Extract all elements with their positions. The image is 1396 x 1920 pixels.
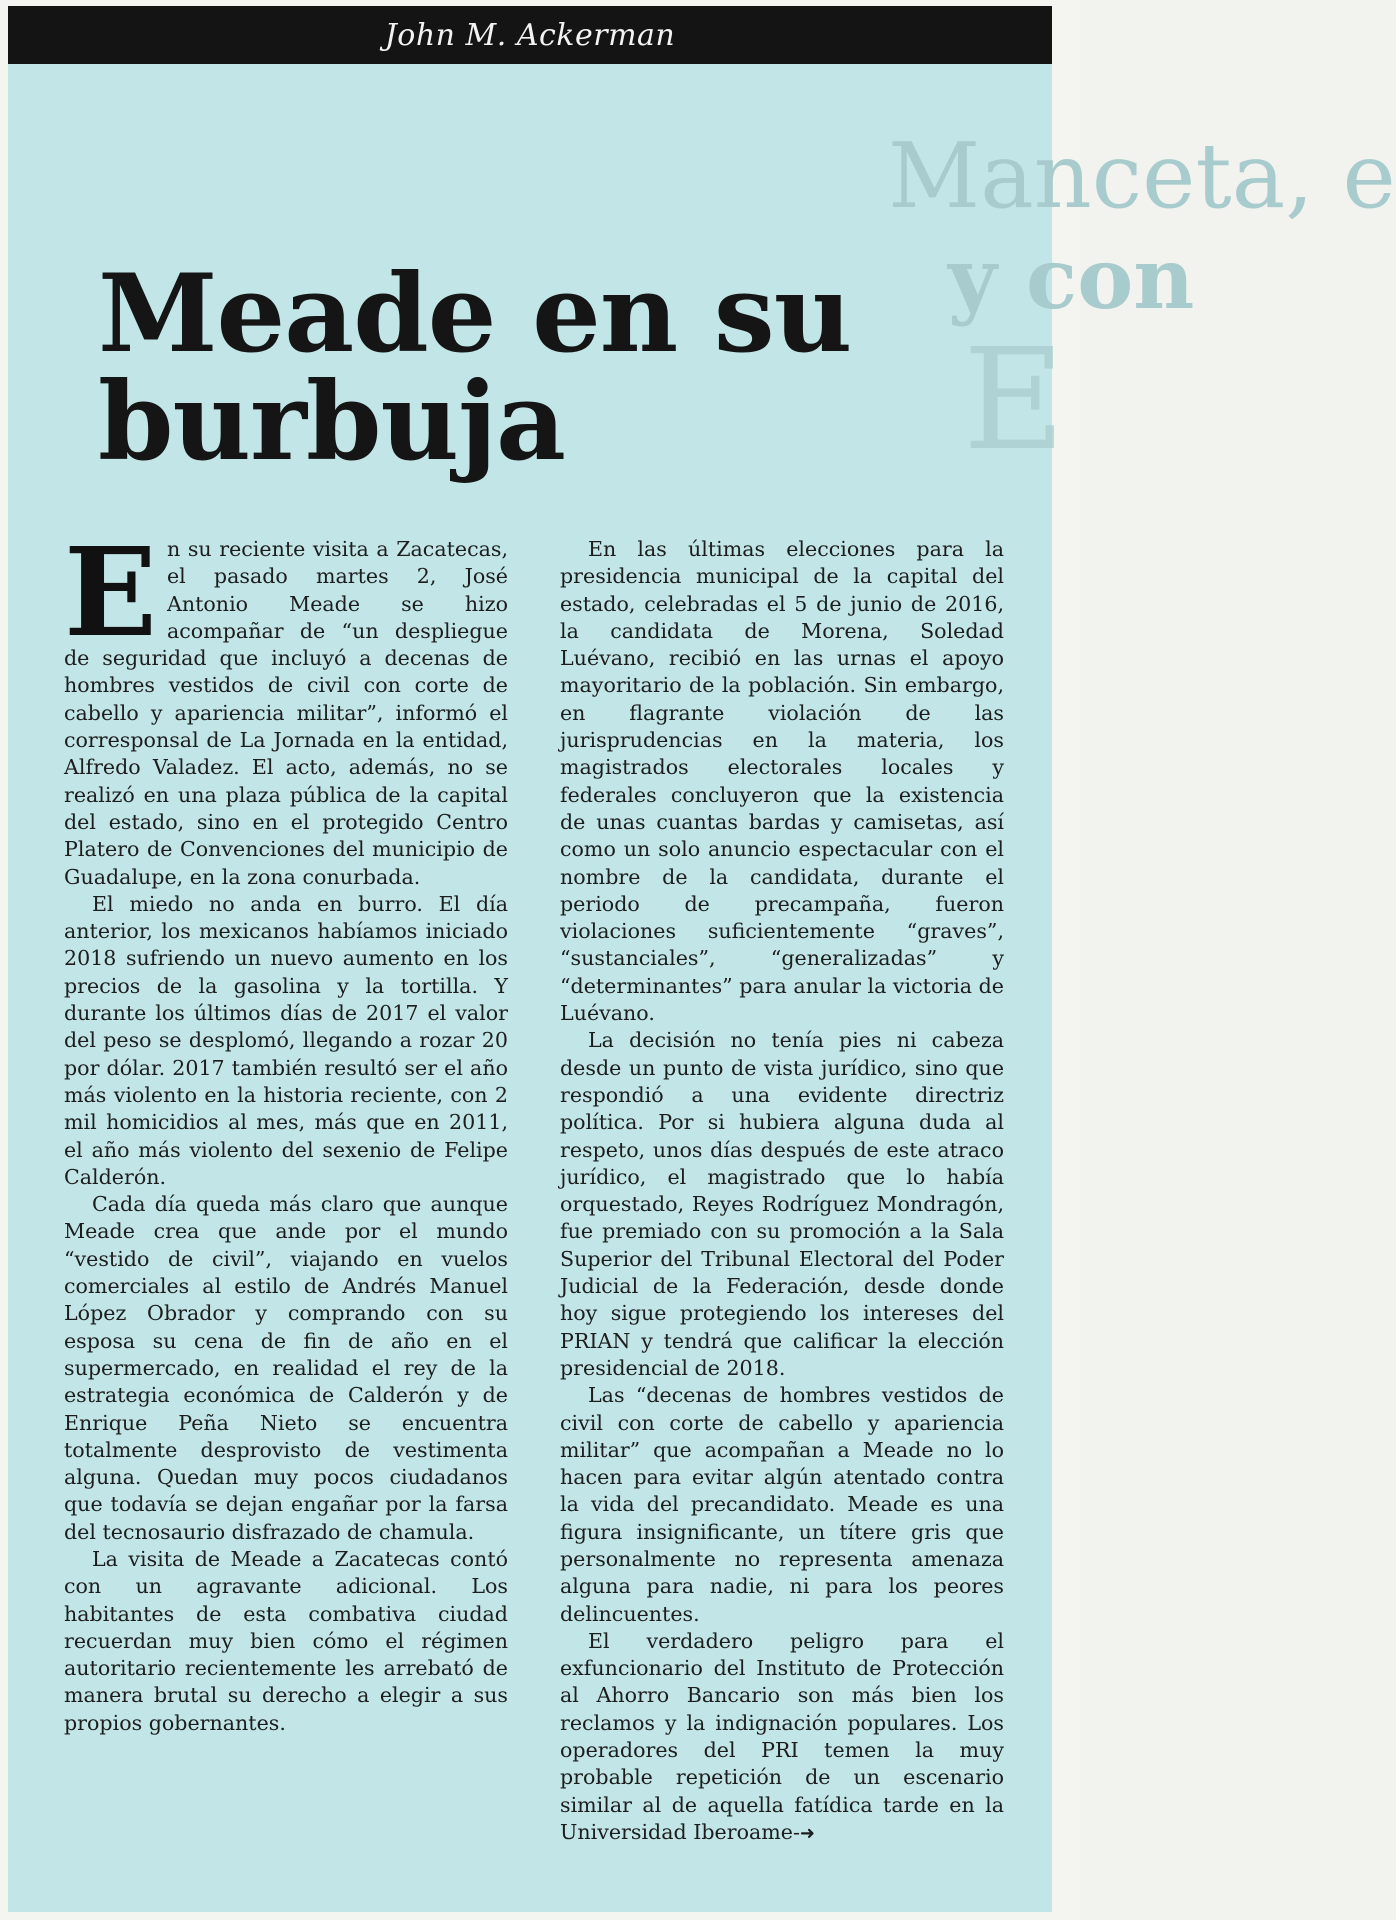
paragraph: El miedo no anda en burro. El día anterior, los mexicanos habíamos iniciado 2018 sufriendo un nuevo aumento en los precios de la gasolina y la tortilla. Y durante los últimos días de 2017 el valor del peso se desplomó, llegando a rozar 20 por dólar. 2017 también resultó ser el año más violento en la historia reciente, con 2 mil homicidios al mes, más que en 2011, el año más violento del sexenio de Felipe Calderón. <box>64 891 508 1189</box>
background-ghost-text: y con <box>948 229 1195 328</box>
paragraph: En las últimas elecciones para la presidencia municipal de la capital del estado, celebradas el 5 de junio de 2016, la candidata de Morena, Soledad Luévano, recibió en las urnas el apoyo mayoritario de la población. Sin embargo, en flagrante violación de las jurisprudencias en la materia, los magistrados electorales locales y federales concluyeron que la existencia de unas cuantas bardas y camisetas, así como un solo anuncio espectacular con el nombre de la candidata, durante el periodo de precampaña, fueron violaciones suficientemente “graves”, “sustanciales”, “generalizadas” y “determinantes” para anular la victoria de Luévano. <box>560 537 1004 1026</box>
byline-bar <box>8 6 1052 64</box>
continue-arrow-icon: ➜ <box>799 1822 816 1844</box>
article-headline: Meade en su burbuja <box>98 251 852 485</box>
paragraph: Las “decenas de hombres vestidos de civil con corte de cabello y apariencia militar” que acompañan a Meade no lo hacen para evitar algún atentado contra la vida del precandidato. Meade es una figura insignificante, un títere gris que personalmente no representa amenaza alguna para nadie, ni para los peores delincuentes. <box>560 1383 1004 1626</box>
paragraph: La decisión no tenía pies ni cabeza desde un punto de vista jurídico, sino que respondió a una evidente directriz política. Por si hubiera alguna duda al respeto, unos días después de este atraco jurídico, el magistrado que lo había orquestado, Reyes Rodríguez Mondragón, fue premiado con su promoción a la Sala Superior del Tribunal Electoral del Poder Judicial de la Federación, desde donde hoy sigue protegiendo los intereses del PRIAN y tendrá que calificar la elección presidencial de 2018. <box>560 1028 1004 1380</box>
author-byline: John M. Ackerman <box>384 17 676 53</box>
paragraph: En su reciente visita a Zacatecas, el pasado martes 2, José Antonio Meade se hizo acompañar de “un despliegue de seguridad que incluyó a decenas de hombres vestidos de civil con corte de cabello y apariencia militar”, informó el corresponsal de La Jornada en la entidad, Alfredo Valadez. El acto, además, no se realizó en una plaza pública de la capital del estado, sino en el protegido Centro Platero de Convenciones del municipio de Guadalupe, en la zona conurbada. <box>64 520 508 889</box>
drop-cap: E <box>64 520 157 664</box>
paragraph: La visita de Meade a Zacatecas contó con un agravante adicional. Los habitantes de esta combativa ciudad recuerdan muy bien cómo el régimen autoritario recientemente les arrebató de manera brutal su derecho a elegir a sus propios gobernantes. <box>64 1546 508 1735</box>
article-body <box>64 520 1004 1896</box>
paragraph: Cada día queda más claro que aunque Meade crea que ande por el mundo “vestido de civil”, viajando en vuelos comerciales al estilo de Andrés Manuel López Obrador y comprando con su esposa su cena de fin de año en el supermercado, en realidad el rey de la estrategia económica de Calderón y de Enrique Peña Nieto se encuentra totalmente desprovisto de vestimenta alguna. Quedan muy pocos ciudadanos que todavía se dejan engañar por la farsa del tecnosaurio disfrazado de chamula. <box>64 1192 508 1544</box>
column-left <box>64 520 508 1896</box>
background-ghost-text: E <box>963 319 1066 482</box>
column-right <box>560 536 1004 1896</box>
background-ghost-text: Manceta, e <box>888 124 1396 229</box>
paragraph: El verdadero peligro para el exfuncionario del Instituto de Protección al Ahorro Bancario son más bien los reclamos y la indignación populares. Los operadores del PRI temen la muy probable repetición de un escenario similar al de aquella fatídica tarde en la Universidad Iberoame-➜ <box>560 1628 1004 1844</box>
article-panel <box>8 64 1396 1912</box>
